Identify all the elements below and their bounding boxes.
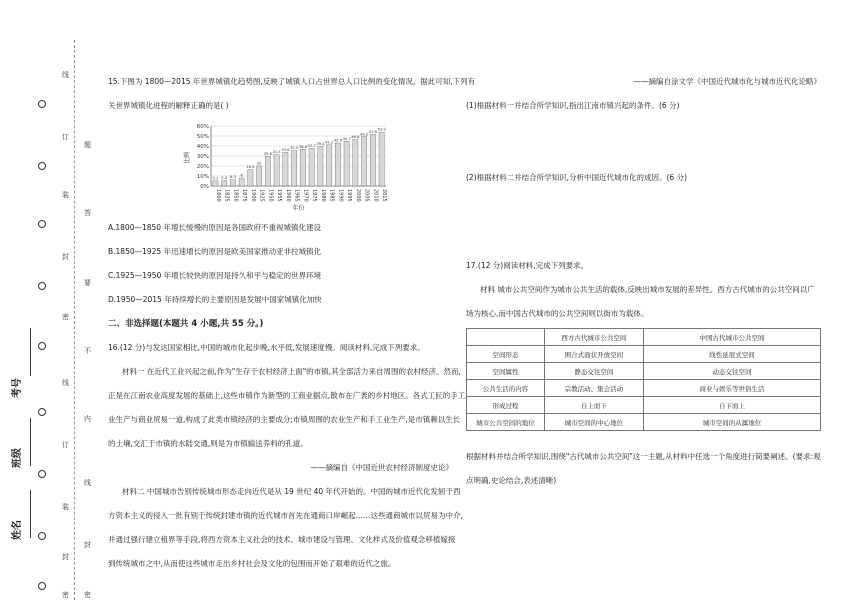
table-cell: 城市空间的从属地位 (643, 414, 820, 431)
table-cell: 宗教活动、集会活动 (544, 380, 643, 397)
bar (370, 134, 375, 186)
table-cell: 自下而上 (643, 397, 820, 414)
x-tick-label: 1970 (302, 189, 309, 202)
table-cell: 线性延展式空间 (643, 346, 820, 363)
x-tick-label: 1965 (293, 189, 300, 202)
data-label: 39.4 (316, 142, 325, 147)
x-tick-label: 1925 (258, 189, 265, 202)
q15-stem-line2: 关世界城镇化进程的解释正确的是( ) (108, 101, 229, 110)
bar (257, 166, 262, 186)
x-tick-label: 2010 (372, 189, 379, 202)
table-cell: 围合式面状开放空间 (544, 346, 643, 363)
binding-mark: 答 (84, 209, 91, 217)
answer-space-1 (466, 118, 821, 166)
material1-line3: 业生产与商业贸易一道,构成了此类市镇经济的主要成分;市镇周围的农业生产和手工业生产,是市镇赖以生长 (108, 415, 461, 424)
binding-hole-icon (38, 342, 46, 350)
q17-requirement-line2: 点明确,史论结合,表述清晰) (466, 476, 557, 485)
table-cell: 城市公共空间的地位 (467, 414, 545, 431)
data-label: 5.4 (221, 176, 227, 181)
data-label: 6.3 (230, 175, 236, 180)
q16-part1: (1)根据材料一并结合所学知识,指出江南市镇兴起的条件。(6 分) (466, 101, 680, 110)
material2-line3: 并通过强行建立租界等手段,将西方资本主义社会的技术、城市建设与管理、文化样式及价值观念移植嫁接 (108, 535, 456, 544)
x-tick-label: 1875 (241, 189, 248, 202)
q16-stem: 16.(12 分)与发达国家相比,中国的城市化起步晚,水平低,发展速度慢。阅读材料,完成下列要求。 (108, 343, 425, 352)
x-tick-label: 1950 (267, 189, 274, 202)
table-cell: 动态交往空间 (643, 363, 820, 380)
binding-mark: 要 (84, 279, 91, 287)
binding-hole-icon (38, 220, 46, 228)
urbanization-chart (183, 120, 393, 212)
y-axis-label: 比例 (184, 151, 191, 164)
answer-space-2 (466, 190, 821, 254)
bar (344, 141, 349, 186)
left-column (108, 70, 476, 576)
data-label: 41.2 (325, 140, 334, 145)
name-label: 姓名 (12, 520, 23, 540)
public-space-table (466, 328, 821, 431)
option-a: A.1800—1850 年增长缓慢的原因是各国政府不重视城镇化建设 (108, 223, 321, 232)
binding-mark: 线 (62, 379, 69, 387)
option-c: C.1925—1950 年增长较快的原因是持久和平与稳定的世界环境 (108, 271, 322, 280)
binding-line (74, 40, 75, 600)
q15-stem-line1: 15.下图为 1800—2015 年世界城镇化趋势图,反映了城镇人口占世界总人口比例的变化情况。据此可知,下列有 (108, 77, 476, 86)
bar (379, 132, 384, 186)
q16-part2: (2)根据材料二并结合所学知识,分析中国近代城市化的成因。(6 分) (466, 173, 688, 182)
data-label: 29.6 (263, 151, 272, 156)
option-d: D.1950—2015 年持续增长的主要原因是发展中国家城镇化加快 (108, 295, 322, 304)
table-row (467, 397, 821, 414)
binding-mark: 封 (62, 253, 69, 261)
x-tick-label: 1960 (284, 189, 291, 202)
data-label: 49.2 (360, 132, 369, 137)
table-row (467, 346, 821, 363)
exam-number-label: 考号 (12, 378, 23, 398)
table-cell: 形成过程 (467, 397, 545, 414)
binding-margin (0, 0, 90, 608)
material2-line2: 方资本主义的侵入一批有别于传统封建市镇的近代城市首先在通商口岸崛起……这些通商城市以贸易为中介, (108, 511, 463, 520)
binding-hole-icon (38, 582, 46, 590)
binding-mark: 内 (84, 415, 91, 423)
right-column (466, 70, 821, 493)
data-label: 44.7 (342, 136, 351, 141)
material2-line1: 材料二 中国城市告别传统城市形态走向近代是从 19 世纪 40 年代开始的。中国的城市近代化发轫于西 (122, 487, 461, 496)
x-tick-label: 1985 (328, 189, 335, 202)
table-cell: 自上而下 (544, 397, 643, 414)
bar (300, 149, 305, 186)
x-tick-label: 1955 (276, 189, 283, 202)
section-heading: 二、非选择题(本题共 4 小题,共 55 分。) (108, 319, 264, 329)
data-label: 33.6 (281, 147, 290, 152)
binding-mark: 订 (62, 441, 69, 449)
table-cell: 商业与娱乐等世俗生活 (643, 380, 820, 397)
y-tick-label: 40% (196, 144, 209, 150)
data-label: 35.5 (290, 146, 299, 150)
bar (292, 151, 297, 187)
binding-mark: 订 (62, 133, 69, 141)
x-tick-label: 1980 (319, 189, 326, 202)
data-label: 5.1 (212, 176, 219, 181)
bar (327, 145, 332, 186)
table-header-cell (467, 329, 545, 346)
table-row (467, 363, 821, 380)
x-tick-label: 1975 (311, 189, 318, 202)
table-header-cell: 西方古代城市公共空间 (544, 329, 643, 346)
class-label: 班级 (12, 448, 23, 468)
table-cell: 公共生活的内容 (467, 380, 545, 397)
binding-hole-icon (38, 408, 46, 416)
binding-hole-icon (38, 282, 46, 290)
data-label: 16.4 (246, 165, 255, 170)
exam-number-line (30, 328, 31, 376)
binding-mark: 题 (84, 141, 91, 149)
bar (283, 152, 288, 186)
material1-line4: 的土壤,交汇于市镇的水陆交通,则是为市镇输送养料的孔道。 (108, 439, 308, 448)
x-tick-label: 2000 (354, 189, 361, 202)
table-header-row (467, 329, 821, 346)
data-label: 51.6 (368, 129, 377, 134)
x-tick-label: 1850 (232, 189, 239, 202)
table-row (467, 380, 821, 397)
data-label: 31.4 (272, 150, 281, 155)
x-tick-label: 1990 (337, 189, 344, 202)
data-label: 46.6 (351, 134, 360, 139)
y-tick-label: 50% (196, 134, 209, 140)
material2-line4: 到传统城市之中,从而使这些城市走出乡村社会及文化的包围而开始了艰难的近代之旅。 (108, 559, 396, 568)
binding-mark: 不 (84, 347, 91, 355)
bar (222, 181, 227, 186)
bar (248, 170, 253, 186)
class-line (30, 418, 31, 466)
bar (213, 181, 218, 186)
binding-hole-icon (38, 162, 46, 170)
bar (353, 139, 358, 186)
bar (335, 143, 340, 186)
x-tick-label: 2015 (381, 189, 388, 202)
table-cell: 静态交往空间 (544, 363, 643, 380)
bar (362, 137, 367, 186)
bar (318, 147, 323, 186)
data-label: 42.9 (333, 138, 342, 143)
y-tick-label: 10% (196, 174, 209, 180)
binding-hole-icon (38, 532, 46, 540)
binding-mark: 装 (62, 191, 69, 199)
table-cell: 城市空间的中心地位 (544, 414, 643, 431)
y-tick-label: 60% (196, 124, 209, 130)
name-line (30, 490, 31, 538)
x-tick-label: 1825 (223, 189, 230, 202)
data-label: 37.7 (307, 143, 316, 148)
q17-requirement-line1: 根据材料并结合所学知识,围绕"古代城市公共空间"这一主题,从材料中任选一个角度进行简要阐述。(要求:观 (466, 452, 821, 461)
bar (230, 180, 235, 186)
y-tick-label: 30% (196, 154, 209, 160)
material1-source: ——摘编自《中国近世农村经济制度史论》 (310, 463, 453, 472)
data-label: 53.9 (377, 127, 386, 132)
data-label: 8 (240, 173, 243, 178)
table-cell: 空间属性 (467, 363, 545, 380)
bar (239, 178, 244, 186)
option-b: B.1850—1925 年迅速增长的原因是欧美国家推动亚非拉城镇化 (108, 247, 322, 256)
binding-mark: 线 (84, 479, 91, 487)
table-header-cell: 中国古代城市公共空间 (643, 329, 820, 346)
binding-mark: 装 (62, 503, 69, 511)
y-tick-label: 20% (196, 164, 209, 170)
binding-mark: 密 (62, 591, 69, 599)
x-tick-label: 1900 (249, 189, 256, 202)
binding-hole-icon (38, 100, 46, 108)
bar (309, 148, 314, 186)
data-label: 36.6 (298, 144, 307, 149)
bar (274, 155, 279, 186)
q17-stem: 17.(12 分)阅读材料,完成下列要求。 (466, 261, 589, 270)
q17-material-line2: 场为核心,而中国古代城市的公共空间则以街市为载体。 (466, 309, 649, 318)
binding-mark: 密 (62, 313, 69, 321)
x-tick-label: 1995 (346, 189, 353, 202)
bar (265, 156, 270, 186)
table-row (467, 414, 821, 431)
x-tick-label: 1800 (214, 189, 221, 202)
material2-source: ——摘编自涂文学《中国近代城市化与城市近代化论略》 (633, 77, 821, 86)
x-axis-label: 年份 (292, 205, 305, 212)
material1-line1: 材料一 在近代工业兴起之前,作为"生存于农村经济上面"的市镇,其全部活力来自周围的农村经济。然而, (122, 367, 461, 376)
binding-mark: 封 (62, 553, 69, 561)
urbanization-chart-svg (183, 120, 393, 212)
x-tick-label: 2005 (363, 189, 370, 202)
binding-hole-icon (38, 470, 46, 478)
binding-mark: 线 (62, 71, 69, 79)
table-cell: 空间形态 (467, 346, 545, 363)
q17-material-line1: 材料 城市公共空间作为城市公共生活的载体,反映出城市发展的差异性。西方古代城市的公共空间以广 (480, 285, 815, 294)
binding-mark: 封 (84, 541, 91, 549)
data-label: 20 (256, 161, 262, 166)
material1-line2: 正是在江南农业高度发展的基础上,这些市镇作为新型的工商业据点,散布在广袤的乡村地区。各式工匠的手工 (108, 391, 466, 400)
y-tick-label: 0% (200, 184, 209, 190)
binding-mark: 密 (84, 591, 91, 599)
